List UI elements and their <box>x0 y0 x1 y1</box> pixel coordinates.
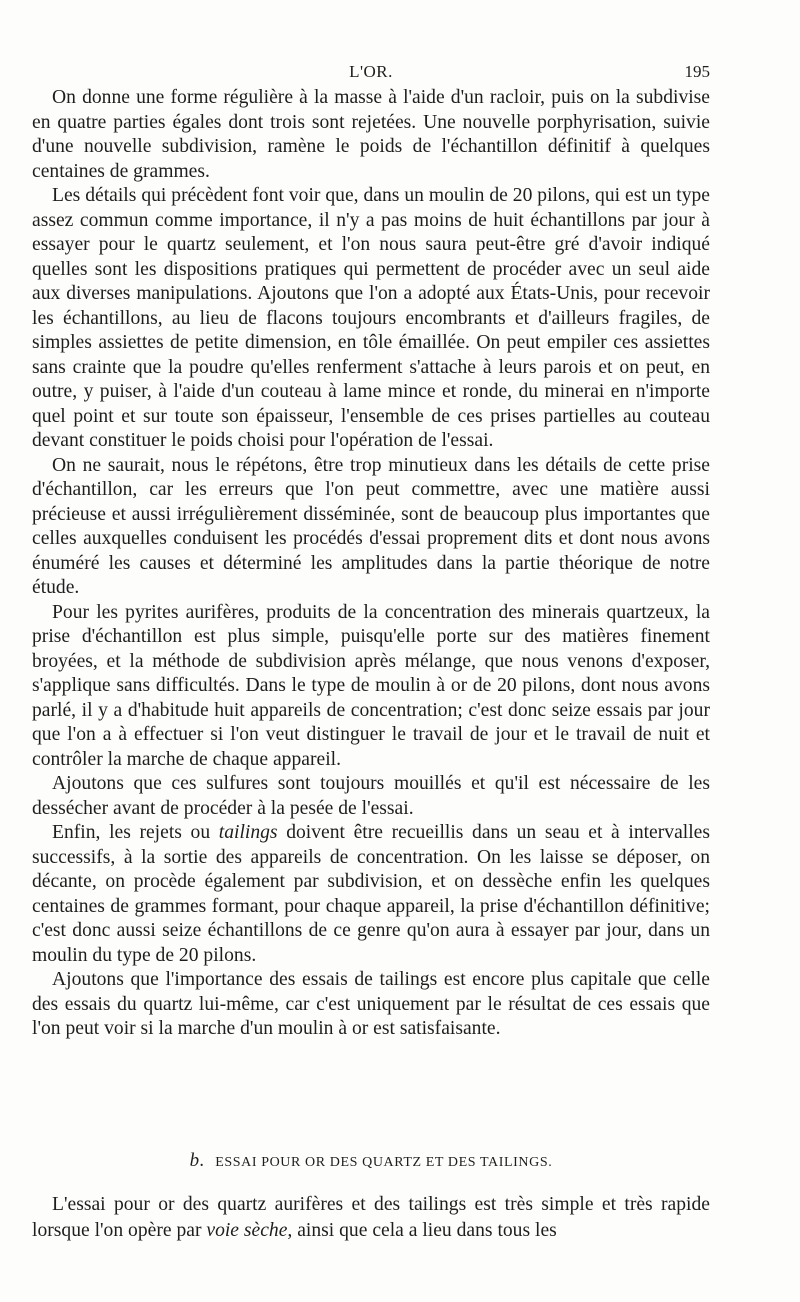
main-text <box>32 86 710 1042</box>
section-title: ESSAI POUR OR DES QUARTZ ET DES TAILINGS. <box>215 1155 553 1170</box>
section-text <box>32 1192 710 1244</box>
paragraph: Ajoutons que l'importance des essais de tailings est encore plus capitale que celle des essais du quartz lui-même, car c'est uniquement par le résultat de ces essais que l'on peut voir si la marche d'un moulin à or est satisfaisante. <box>32 969 710 1039</box>
paragraph: On ne saurait, nous le répétons, être trop minutieux dans les détails de cette prise d'échantillon, car les erreurs que l'on peut commettre, avec une matière aussi précieuse et aussi irrégulièrement disséminée, sont de beaucoup plus importantes que celles auxquelles conduisent les procédés d'essai proprement dits et dont nous avons énuméré les causes et déterminé les amplitudes dans la partie théorique de notre étude. <box>32 454 710 598</box>
paragraph-text: Enfin, les rejets ou <box>52 822 219 843</box>
paragraph-text: doivent être recueillis dans un seau et à intervalles successifs, à la sortie des appareils de concentration. On les laisse se déposer, on décante, on procède également par subdivision, et on dessèche enfin les quelques centaines de grammes formant, pour chaque appareil, la prise d'échantillon définitive; c'est donc aussi seize échantillons de ce genre qu'on aura à essayer par jour, dans un moulin du type de 20 pilons. <box>32 822 710 966</box>
paragraph: On donne une forme régulière à la masse à l'aide d'un racloir, puis on la subdivise en quatre parties égales dont trois sont rejetées. Une nouvelle porphyrisation, suivie d'une nouvelle subdivision, ramène le poids de l'échantillon définitif à quelques centaines de grammes. <box>32 87 710 182</box>
paragraph <box>32 1192 710 1244</box>
paragraph: Ajoutons que ces sulfures sont toujours mouillés et qu'il est nécessaire de les dessécher avant de procéder à la pesée de l'essai. <box>32 773 710 819</box>
paragraph-text: L'essai pour or des quartz aurifères et des tailings est très simple et très rapide lorsque l'on opère par <box>32 1194 710 1241</box>
paragraph-text: ainsi que cela a lieu dans tous les <box>292 1220 557 1241</box>
emphasis-text: tailings <box>218 822 278 843</box>
paragraph: Pour les pyrites aurifères, produits de la concentration des minerais quartzeux, la prise d'échantillon est plus simple, puisqu'elle porte sur des matières finement broyées, et la méthode de subdivision après mélange, que nous venons d'exposer, s'applique sans difficultés. Dans le type de moulin à or de 20 pilons, dont nous avons parlé, il y a d'habitude huit appareils de concentration; c'est donc seize essais par jour que l'on a à effectuer si l'on veut distinguer le travail de jour et le travail de nuit et contrôler la marche de chaque appareil. <box>32 601 710 770</box>
emphasis-text: voie sèche, <box>206 1220 293 1241</box>
page-header <box>32 62 710 84</box>
paragraph-tailings <box>32 821 710 968</box>
running-title: L'OR. <box>349 62 393 81</box>
section-letter: b. <box>189 1150 206 1171</box>
page-number: 195 <box>684 62 710 81</box>
section-heading <box>32 1150 710 1172</box>
paragraph: Les détails qui précèdent font voir que, dans un moulin de 20 pilons, qui est un type assez commun comme importance, il n'y a pas moins de huit échantillons par jour à essayer pour le quartz seulement, et l'on nous saura peut-être gré d'avoir indiqué quelles sont les dispositions pratiques qui permettent de procéder avec un seul aide aux diverses manipulations. Ajoutons que l'on a adopté aux États-Unis, pour recevoir les échantillons, au lieu de flacons toujours encombrants et d'ailleurs fragiles, de simples assiettes de petite dimension, en tôle émaillée. On peut empiler ces assiettes sans crainte que la poudre qu'elles renferment s'attache à leurs parois et on peut, en outre, y puiser, à l'aide d'un couteau à lame mince et ronde, du minerai en n'importe quel point et sur toute son épaisseur, l'ensemble de ces prises partielles au couteau devant constituer le poids choisi pour l'opération de l'essai. <box>32 185 710 451</box>
